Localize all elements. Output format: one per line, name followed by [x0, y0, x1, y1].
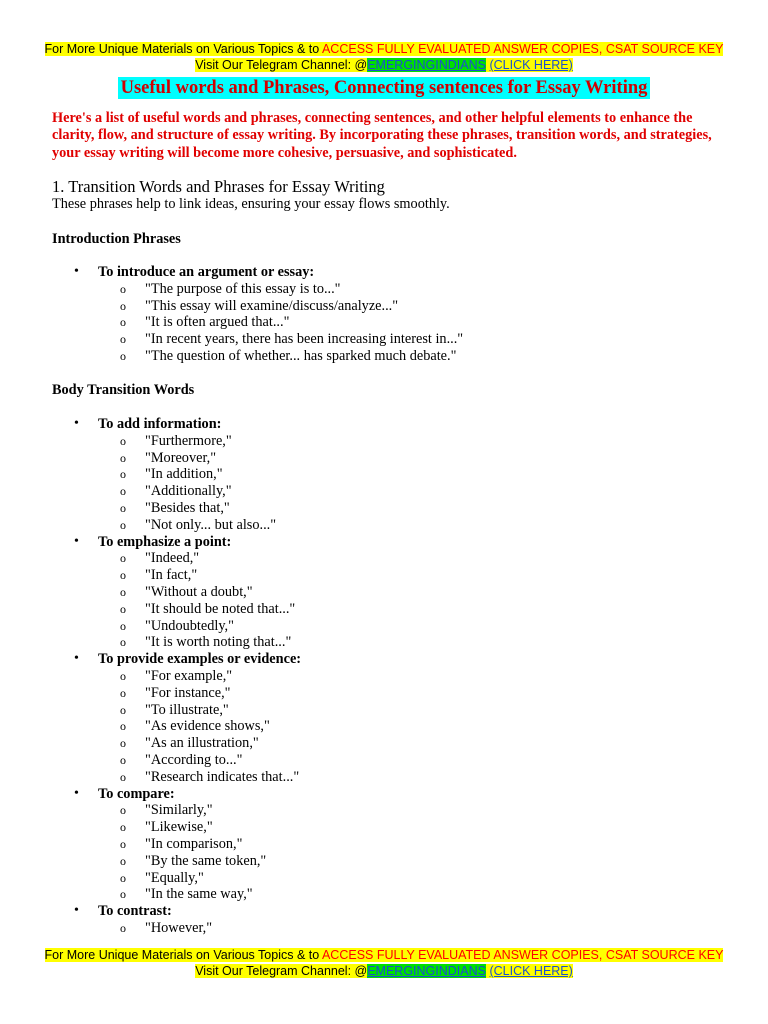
phrase-text: "In the same way,"	[145, 886, 253, 903]
list-item	[0, 819, 768, 836]
list-item	[0, 802, 768, 819]
circle-bullet-icon: o	[120, 315, 126, 330]
circle-bullet-icon: o	[120, 584, 126, 599]
section-heading: 1. Transition Words and Phrases for Essay Writing	[52, 177, 385, 196]
bullet-icon: •	[74, 264, 79, 279]
group-label: To provide examples or evidence:	[98, 651, 302, 668]
phrase-text: "In comparison,"	[145, 835, 243, 852]
list-item	[0, 718, 768, 735]
list-item	[0, 314, 768, 331]
phrase-text: "Equally,"	[145, 869, 204, 886]
phrase-text: "Likewise,"	[145, 819, 213, 836]
phrase-text: "Besides that,"	[145, 499, 230, 516]
phrase-text: "In addition,"	[145, 466, 223, 483]
group-label: To add information:	[98, 416, 222, 432]
circle-bullet-icon: o	[120, 752, 126, 767]
phrase-text: "The purpose of this essay is to..."	[145, 280, 341, 297]
list-item	[0, 331, 768, 348]
circle-bullet-icon: o	[120, 820, 126, 835]
list-item	[0, 870, 768, 887]
circle-bullet-icon: o	[120, 702, 126, 717]
phrase-text: "However,"	[145, 919, 213, 936]
phrase-text: "In fact,"	[145, 567, 198, 584]
bullet-icon: •	[74, 533, 79, 549]
circle-bullet-icon: o	[120, 685, 126, 700]
list-item	[0, 668, 768, 685]
body-words-heading: Body Transition Words	[52, 382, 195, 398]
bullet-icon: •	[74, 785, 79, 801]
list-item	[0, 584, 768, 601]
bullet-icon: •	[74, 416, 79, 431]
list-item	[0, 550, 768, 567]
group-label: To contrast:	[98, 903, 172, 920]
body-words-list	[0, 416, 768, 937]
click-here-link[interactable]: (CLICK HERE)	[489, 58, 573, 72]
list-item	[0, 634, 768, 651]
section-subtext: These phrases help to link ideas, ensuring your essay flows smoothly.	[52, 196, 450, 212]
list-item	[0, 618, 768, 635]
list-item	[0, 886, 768, 903]
intro-phrases-heading: Introduction Phrases	[52, 231, 181, 247]
circle-bullet-icon: o	[120, 618, 126, 633]
circle-bullet-icon: o	[120, 551, 126, 566]
phrase-text: "Similarly,"	[145, 802, 213, 819]
circle-bullet-icon: o	[120, 484, 126, 499]
phrase-text: "It is worth noting that..."	[145, 634, 292, 651]
phrase-text: "In recent years, there has been increasing interest in..."	[145, 331, 464, 348]
list-item	[0, 298, 768, 315]
list-item	[0, 433, 768, 450]
phrase-text: "The question of whether... has sparked much debate."	[145, 347, 457, 364]
phrase-text: "According to..."	[145, 751, 243, 768]
phrase-text: "Without a doubt,"	[145, 583, 253, 600]
list-item	[0, 752, 768, 769]
list-item	[0, 466, 768, 483]
list-item	[0, 517, 768, 534]
phrase-text: "To illustrate,"	[145, 701, 229, 718]
phrase-text: "Not only... but also..."	[145, 516, 277, 533]
list-item	[0, 853, 768, 870]
list-item	[0, 685, 768, 702]
circle-bullet-icon: o	[120, 281, 126, 296]
list-item	[0, 769, 768, 786]
circle-bullet-icon: o	[120, 450, 126, 465]
phrase-text: "Research indicates that..."	[145, 768, 300, 785]
list-group	[0, 651, 768, 668]
phrase-text: "As evidence shows,"	[145, 718, 270, 735]
list-item	[0, 450, 768, 467]
banner-line-1: For More Unique Materials on Various Topics & to ACCESS FULLY EVALUATED ANSWER COPIES, CSAT SOURCE KEY	[44, 42, 724, 56]
list-group	[0, 903, 768, 920]
phrase-text: "For example,"	[145, 667, 233, 684]
circle-bullet-icon: o	[120, 870, 126, 885]
phrase-text: "Moreover,"	[145, 449, 217, 466]
phrase-text: "As an illustration,"	[145, 735, 259, 752]
circle-bullet-icon: o	[120, 332, 126, 347]
promo-banner-top	[0, 41, 768, 73]
phrase-text: "Indeed,"	[145, 550, 200, 567]
phrase-text: "Undoubtedly,"	[145, 617, 234, 634]
circle-bullet-icon: o	[120, 836, 126, 851]
phrase-text: "By the same token,"	[145, 852, 267, 869]
circle-bullet-icon: o	[120, 803, 126, 818]
circle-bullet-icon: o	[120, 635, 126, 650]
telegram-channel-link[interactable]: EMERGINGINDIANS	[367, 964, 486, 978]
list-item	[0, 281, 768, 298]
list-item	[0, 702, 768, 719]
page-title: Useful words and Phrases, Connecting sentences for Essay Writing	[0, 77, 768, 99]
list-item	[0, 920, 768, 937]
bullet-icon: •	[74, 651, 79, 667]
circle-bullet-icon: o	[120, 467, 126, 482]
phrase-text: "This essay will examine/discuss/analyze..."	[145, 297, 399, 314]
phrase-text: "It should be noted that..."	[145, 600, 296, 617]
list-group	[0, 534, 768, 551]
circle-bullet-icon: o	[120, 348, 126, 363]
circle-bullet-icon: o	[120, 736, 126, 751]
intro-paragraph: Here's a list of useful words and phrases, connecting sentences, and other helpful elements to enhance the clarity, flow, and structure of essay writing. By incorporating these phrases, transition words, and strategies, your essay writing will become more cohesive, persuasive, and sophisticated.	[52, 110, 712, 161]
circle-bullet-icon: o	[120, 887, 126, 902]
list-item	[0, 567, 768, 584]
circle-bullet-icon: o	[120, 920, 126, 935]
list-group	[0, 786, 768, 803]
circle-bullet-icon: o	[120, 500, 126, 515]
list-item	[0, 500, 768, 517]
promo-banner-bottom	[0, 947, 768, 979]
intro-phrases-list	[0, 264, 768, 365]
circle-bullet-icon: o	[120, 853, 126, 868]
list-group	[0, 416, 768, 433]
phrase-text: "Furthermore,"	[145, 432, 232, 449]
phrase-text: "For instance,"	[145, 684, 231, 701]
phrase-text: "It is often argued that..."	[145, 314, 290, 331]
banner-line-2: Visit Our Telegram Channel: @EMERGINGINDIANS (CLICK HERE)	[195, 964, 573, 978]
group-label: To emphasize a point:	[98, 533, 232, 550]
list-group	[0, 264, 768, 281]
telegram-channel-link[interactable]: EMERGINGINDIANS	[367, 58, 486, 72]
circle-bullet-icon: o	[120, 601, 126, 616]
circle-bullet-icon: o	[120, 769, 126, 784]
circle-bullet-icon: o	[120, 568, 126, 583]
group-label: To introduce an argument or essay:	[98, 264, 315, 280]
list-item	[0, 601, 768, 618]
list-item	[0, 348, 768, 365]
circle-bullet-icon: o	[120, 517, 126, 532]
list-item	[0, 735, 768, 752]
circle-bullet-icon: o	[120, 433, 126, 448]
phrase-text: "Additionally,"	[145, 483, 232, 500]
list-item	[0, 483, 768, 500]
circle-bullet-icon: o	[120, 719, 126, 734]
banner-line-1: For More Unique Materials on Various Topics & to ACCESS FULLY EVALUATED ANSWER COPIES, CSAT SOURCE KEY	[44, 948, 724, 962]
list-item	[0, 836, 768, 853]
group-label: To compare:	[98, 785, 175, 802]
banner-line-2: Visit Our Telegram Channel: @EMERGINGINDIANS (CLICK HERE)	[195, 58, 573, 72]
circle-bullet-icon: o	[120, 668, 126, 683]
circle-bullet-icon: o	[120, 298, 126, 313]
click-here-link[interactable]: (CLICK HERE)	[489, 964, 573, 978]
bullet-icon: •	[74, 903, 79, 919]
